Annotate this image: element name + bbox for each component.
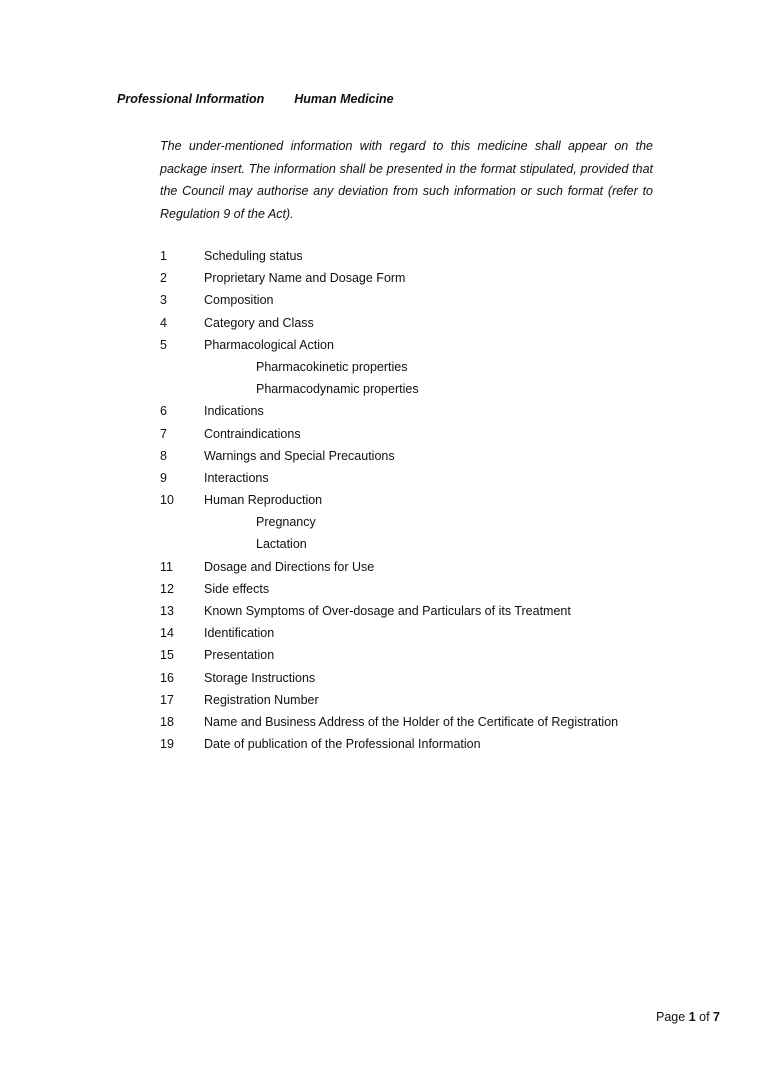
header-title: Professional Information bbox=[117, 92, 265, 106]
section-label: Presentation bbox=[204, 648, 275, 663]
section-number: 15 bbox=[160, 648, 174, 663]
section-item bbox=[160, 247, 680, 269]
section-number: 1 bbox=[160, 249, 167, 263]
section-number: 19 bbox=[160, 737, 174, 752]
section-label: Date of publication of the Professional Information bbox=[204, 737, 481, 752]
section-item bbox=[160, 402, 680, 424]
section-label: Interactions bbox=[204, 470, 269, 485]
section-item bbox=[160, 491, 680, 513]
section-number: 6 bbox=[160, 404, 167, 419]
section-number: 11 bbox=[160, 559, 173, 574]
section-label: Name and Business Address of the Holder of the Certificate of Registration bbox=[204, 714, 619, 729]
section-number: 9 bbox=[160, 470, 167, 485]
section-label: Pharmacodynamic properties bbox=[256, 382, 419, 397]
header-subtitle: Human Medicine bbox=[294, 92, 394, 106]
section-label: Scheduling status bbox=[204, 249, 303, 263]
section-subitem bbox=[160, 513, 680, 535]
section-label: Dosage and Directions for Use bbox=[204, 559, 375, 574]
section-label: Identification bbox=[204, 626, 275, 641]
section-label: Pharmacokinetic properties bbox=[256, 359, 408, 374]
section-label: Contraindications bbox=[204, 426, 301, 441]
page-header bbox=[117, 92, 394, 106]
section-number: 14 bbox=[160, 626, 174, 641]
section-number: 8 bbox=[160, 448, 167, 463]
section-item bbox=[160, 469, 680, 491]
section-label: Storage Instructions bbox=[204, 670, 316, 685]
section-list bbox=[160, 247, 680, 757]
section-item bbox=[160, 314, 680, 336]
section-item bbox=[160, 336, 680, 358]
section-number: 3 bbox=[160, 293, 167, 308]
section-item bbox=[160, 291, 680, 313]
section-number: 4 bbox=[160, 315, 167, 330]
total-pages: 7 bbox=[713, 1010, 720, 1024]
section-item bbox=[160, 624, 680, 646]
section-number: 16 bbox=[160, 670, 174, 685]
section-item bbox=[160, 691, 680, 713]
section-subitem bbox=[160, 358, 680, 380]
section-item bbox=[160, 646, 680, 668]
section-number: 7 bbox=[160, 426, 167, 441]
page-word: Page bbox=[656, 1010, 686, 1024]
section-item bbox=[160, 713, 680, 735]
section-label: Pregnancy bbox=[256, 515, 316, 530]
page-number bbox=[656, 1010, 720, 1024]
section-label: Warnings and Special Precautions bbox=[204, 448, 395, 463]
section-number: 13 bbox=[160, 604, 174, 618]
section-label: Composition bbox=[204, 293, 274, 308]
section-label: Side effects bbox=[204, 581, 270, 596]
section-item bbox=[160, 669, 680, 691]
section-label: Registration Number bbox=[204, 692, 319, 707]
section-item bbox=[160, 447, 680, 469]
current-page: 1 bbox=[688, 1010, 696, 1024]
section-label: Human Reproduction bbox=[204, 493, 323, 508]
section-number: 17 bbox=[160, 692, 174, 707]
section-item bbox=[160, 602, 680, 624]
section-number: 5 bbox=[160, 337, 167, 352]
section-number: 18 bbox=[160, 714, 174, 729]
section-item bbox=[160, 269, 680, 291]
section-label: Proprietary Name and Dosage Form bbox=[204, 271, 406, 286]
section-label: Lactation bbox=[256, 537, 307, 552]
section-item bbox=[160, 425, 680, 447]
section-label: Category and Class bbox=[204, 315, 314, 330]
section-label: Pharmacological Action bbox=[204, 337, 334, 352]
section-label: Known Symptoms of Over-dosage and Particulars of its Treatment bbox=[204, 604, 571, 618]
intro-paragraph: The under-mentioned information with regard to this medicine shall appear on the package insert. The information shall be presented in the format stipulated, provided that the Council may authorise any deviation from such information or such format (refer to Regulation 9 of the Act). bbox=[160, 139, 653, 221]
section-number: 10 bbox=[160, 493, 174, 508]
section-item bbox=[160, 735, 680, 757]
section-subitem bbox=[160, 380, 680, 402]
section-item bbox=[160, 580, 680, 602]
section-number: 2 bbox=[160, 271, 167, 286]
section-item bbox=[160, 558, 680, 580]
section-subitem bbox=[160, 535, 680, 557]
of-word: of bbox=[699, 1010, 710, 1024]
section-label: Indications bbox=[204, 404, 264, 419]
section-number: 12 bbox=[160, 581, 174, 596]
